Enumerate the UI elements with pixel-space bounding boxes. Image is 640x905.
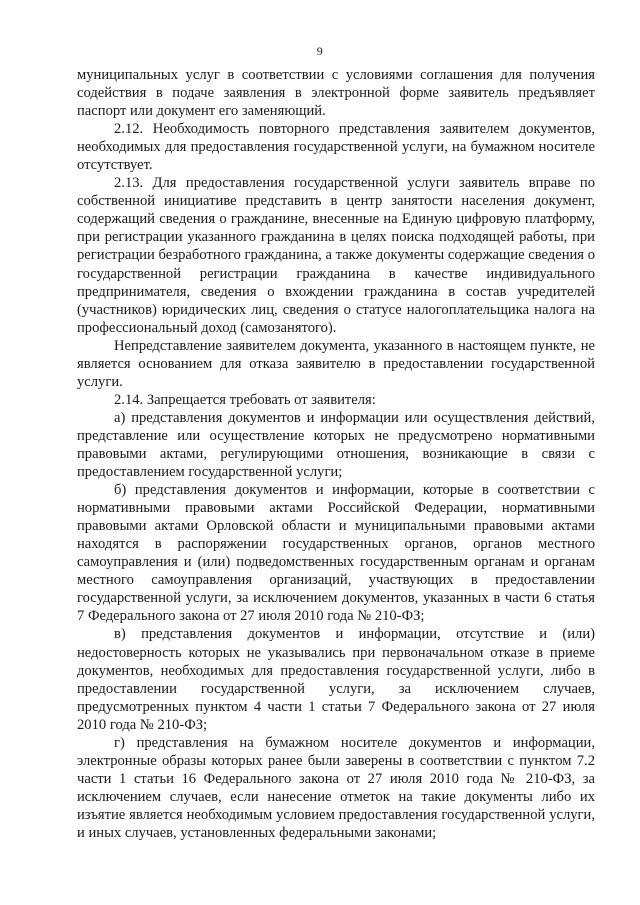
paragraph-continuation: муниципальных услуг в соответствии с условиями соглашения для получения содействия в подаче заявления в электронной форме заявитель предъявляет паспорт или документ его заменяющий. (77, 67, 595, 120)
page-number: 9 (316, 44, 324, 58)
paragraph-2-14-a: а) представления документов и информации или осуществления действий, представление или осуществление которых не предусмотрено нормативными правовыми актами, регулирующими отношения, возникающие в связи с предоставлением государственной услуги; (77, 409, 595, 481)
paragraph-2-14-g: г) представления на бумажном носителе документов и информации, электронные образы которых ранее были заверены в соответствии с пунктом 7.2 части 1 статьи 16 Федерального закона от 27 июля 2010 года № 210-ФЗ, за исключением случаев, если нанесение отметок на такие документы либо их изъятие является необходимым условием предоставления государственной услуги, и иных случаев, установленных федеральными законами; (77, 734, 595, 841)
paragraph-nonsubmission: Непредставление заявителем документа, указанного в настоящем пункте, не является основанием для отказа заявителю в предоставлении государственной услуги. (77, 337, 595, 390)
document-body (77, 66, 595, 842)
paragraph-2-13: 2.13. Для предоставления государственной услуги заявитель вправе по собственной инициативе представить в центр занятости населения документ, содержащий сведения о гражданине, внесенные на Единую цифровую платформу, при регистрации указанного гражданина в целях поиска подходящей работы, при регистрации безработного гражданина, а также документы содержащие сведения о государственной регистрации гражданина в качестве индивидуального предпринимателя, сведения о вхождении гражданина в состав учредителей (участников) юридических лиц, сведения о статусе налогоплательщика налога на профессиональный доход (самозанятого). (77, 175, 595, 336)
paragraph-2-14-b: б) представления документов и информации, которые в соответствии с нормативными правовыми актами Российской Федерации, нормативными правовыми актами Орловской области и муниципальными правовыми актами находятся в распоряжении государственных органов, органов местного самоуправления и (или) подведомственных государственным органам и органам местного самоуправления организаций, участвующих в предоставлении государственной услуги, за исключением документов, указанных в части 6 статья 7 Федерального закона от 27 июля 2010 года № 210-ФЗ; (77, 482, 595, 625)
paragraph-2-14: 2.14. Запрещается требовать от заявителя: (114, 391, 376, 408)
paragraph-2-12: 2.12. Необходимость повторного представления заявителем документов, необходимых для предоставления государственной услуги, на бумажном носителе отсутствует. (77, 121, 595, 174)
paragraph-2-14-v: в) представления документов и информации, отсутствие и (или) недостоверность которых не указывались при первоначальном отказе в приеме документов, необходимых для предоставления государственной услуги, либо в предоставлении государственной услуги, за исключением случаев, предусмотренных пунктом 4 части 1 статьи 7 Федерального закона от 27 июля 2010 года № 210-ФЗ; (77, 626, 595, 733)
